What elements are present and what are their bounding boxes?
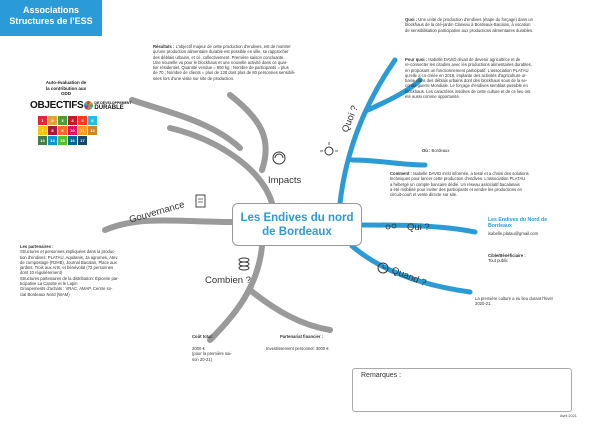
ou-label: Où :: [422, 148, 431, 153]
cout-label: [192, 334, 213, 339]
partenaires-l8: Groupements d'achats : VRAC, AMAP, Centre so-: [20, 286, 113, 292]
branch-label-qui: Qui ?: [407, 222, 430, 233]
odd-logo-sub2: DURABLE: [94, 104, 124, 111]
branch-label-impacts: Impacts: [268, 175, 302, 186]
trunk-gouvernance: [105, 220, 232, 230]
partenaires-l5: dont 10 régulièrement): [20, 270, 63, 276]
partenaires-l3: de compostage (R2HB), Journal Bacalan, Place aux: [20, 259, 117, 265]
odd-tile: 6: [88, 116, 97, 125]
resultats-l7: sées lors d'une visite sur site de production.: [153, 75, 235, 81]
remarks-box[interactable]: [352, 368, 572, 412]
resultats-text: [153, 44, 331, 81]
comment-text: [390, 171, 590, 197]
odd-tile: 16: [68, 136, 77, 145]
resultats-l2: qu'une production alimentaire durable est possible en ville, se rapprocher: [153, 49, 289, 55]
quoi-l1: Une unité de production d'endives (étape du forçage) dans un: [418, 17, 533, 22]
odd-logo-word: OBJECTIFS: [30, 100, 84, 111]
comment-label: Comment :: [390, 171, 412, 176]
partenaires-l2: tion d'endives: PLATAU, Aquitanis, Ja agrumes, Atev: [20, 254, 118, 260]
quand-text: [475, 296, 585, 307]
quoi-l2: blockhaus de la cité-jardin Claveau à Bordeaux-Bacalan, à vocation: [405, 22, 531, 28]
quand-l2: 2020-21.: [475, 301, 492, 307]
center-line2: de Bordeaux: [262, 225, 332, 238]
pourquoi-l6: conde guerre Mondiale. Le forçage d'endives semblait possible en: [405, 83, 528, 89]
partenaires-l9: cial Bordeaux Nord (WAM): [20, 291, 70, 297]
odd-intro-l3: ODD: [61, 91, 71, 96]
quoi-label: Quoi :: [405, 17, 418, 22]
odd-intro: [34, 80, 98, 97]
pourquoi-l5: baine dans des déblais urbains dont des blockhaus sous de la se-: [405, 78, 528, 84]
odd-tile: 10: [68, 126, 77, 135]
partenaires-l7: ticipative La Carotte et le Lapin: [20, 281, 78, 287]
footer-date: Avril 2021: [560, 414, 577, 418]
odd-tile: 5: [78, 116, 87, 125]
qui-name-l2: Bordeaux: [488, 223, 512, 230]
center-topic: [232, 203, 362, 246]
header-line2: Structures de l'ESS: [9, 16, 93, 26]
odd-tiles: [38, 116, 98, 145]
odd-tile: 3: [58, 116, 67, 125]
financier-label-text: Partenariat financier :: [280, 334, 324, 339]
coins-icon: [239, 258, 249, 270]
pourquoi-l7: blockhaus. Les caractères insolites de cette culture et de ce lieu ont: [405, 88, 531, 94]
pourquoi-l1: Isabelle DAVID rêvait de devenir agricultrice et de: [428, 57, 521, 62]
comment-l2: techniques pour lancer cette production d'endives. L'association PLATAU: [390, 176, 526, 182]
center-line1: Les Endives du nord: [240, 211, 354, 224]
cible-label: Cible/Bénéficiaire :: [488, 253, 526, 258]
comment-l1: Isabelle DAVID s'est informée, a testé et a choisi des solutions: [413, 171, 529, 176]
financier-label: [280, 334, 323, 339]
lightbulb-icon: [320, 142, 338, 155]
odd-tile: 1: [38, 116, 47, 125]
qui-name-l1: Les Endives du Nord de: [488, 217, 548, 223]
cout-l1: 2000 €: [192, 346, 205, 351]
resultats-l3: des déblais urbains, et ce, collectivement. Première saison concluante.: [153, 54, 285, 60]
cible-text: [488, 253, 526, 264]
resultats-l1: L'objectif majeur de cette production d'endives, est de montrer: [175, 44, 291, 49]
pourquoi-l2: re-connecter les citadins avec les productions alimentaires durables,: [405, 62, 532, 68]
odd-tile: 15: [58, 136, 67, 145]
comment-l5: circuit-court et vente directe sur site.: [390, 192, 458, 198]
cible-value: Tout public: [488, 258, 509, 264]
qui-email[interactable]: isabelle.platau@gmail.com: [488, 231, 539, 236]
odd-tile: 4: [68, 116, 77, 125]
trunk-combien: [210, 246, 330, 340]
odd-tile: 14: [48, 136, 57, 145]
odd-tile: 2: [48, 116, 57, 125]
clipboard-icon: [196, 195, 205, 207]
partenaires-l1: Structures et personnes impliquées dans la produc-: [20, 249, 116, 255]
cout-l2: (pour la première sai-: [192, 351, 232, 357]
partenaires-text: [20, 244, 165, 297]
odd-wheel-icon: [84, 101, 93, 110]
quoi-l3: de sensibilisation participative aux productions alimentaires durables.: [405, 27, 534, 33]
branch-label-combien: Combien ?: [205, 275, 251, 286]
quoi-text: [405, 17, 590, 33]
branch-label-gouvernance: Gouvernance: [128, 199, 186, 226]
pourquoi-l3: en proposant un fonctionnement participatif. L'association PLATAU: [405, 67, 529, 73]
pourquoi-l4: qu'elle a co-créée en 2018, implante des activités d'agriculture ur-: [405, 72, 527, 78]
branch-quand: [352, 246, 470, 292]
odd-tile: 7: [38, 126, 47, 135]
odd-logo-sub1: DE DÉVELOPPEMENT: [94, 100, 132, 105]
odd-tile: 13: [38, 136, 47, 145]
odd-intro-l1: Auto-évaluation de: [45, 80, 87, 85]
odd-tile: 9: [58, 126, 67, 135]
cout-label-text: Coût total:: [192, 334, 213, 339]
resultats-l6: de 70 ; Nombre de clients = plus de 130 dont plus de 80 personnes sensibili-: [153, 70, 296, 76]
partenaires-l6: Structures partenaires de la distribution: Épicerie par-: [20, 275, 119, 281]
cout-l3: son 20-21): [192, 356, 213, 362]
branch-label-quand: Quand ?: [389, 265, 428, 289]
comment-l3: a hébergé un compte bancaire dédié. Un réseau associatif bacalanais: [390, 181, 520, 187]
qui-name: [488, 217, 547, 230]
ou-value: Bordeaux: [431, 148, 450, 153]
comment-l4: a été mobilisé pour inviter des participants et vendre les productions en: [390, 186, 522, 192]
pourquoi-text: [405, 57, 590, 99]
odd-tile: 12: [88, 126, 97, 135]
pourquoi-label: Pour quoi :: [405, 57, 428, 62]
ou-text: [422, 148, 449, 153]
partenaires-label: Les partenaires :: [20, 244, 54, 249]
odd-tile: 8: [48, 126, 57, 135]
quand-l1: La première culture a eu lieu durant l'hiver: [475, 296, 554, 301]
resultats-l4: Une nouvelle va pour le blockhaus et une nouvelle activité dans ce quar-: [153, 59, 288, 65]
branch-label-quoi: Quoi ?: [340, 104, 361, 135]
odd-logo: [30, 100, 132, 111]
odd-tile: 17: [78, 136, 87, 145]
resultats-label: Résultats :: [153, 44, 175, 49]
remarks-title: Remarques :: [361, 372, 402, 379]
odd-tile: 11: [78, 126, 87, 135]
resultats-l5: tier résidentiel. Quantité vendue = 850 kg ; Nombre de participants = plus: [153, 65, 289, 71]
cout-text: [192, 346, 232, 362]
partenaires-l4: jardins, Trois aux Arts, et bénévolat (72 personnes: [20, 265, 114, 271]
pourquoi-l8: été aussi comme opportunité.: [405, 94, 460, 100]
header-line1: Associations: [22, 5, 80, 15]
trunk-impacts: [132, 95, 272, 203]
odd-intro-l2: la contribution aux: [45, 85, 87, 91]
financier-value: Investissement personnel: 3000 €: [266, 346, 329, 351]
